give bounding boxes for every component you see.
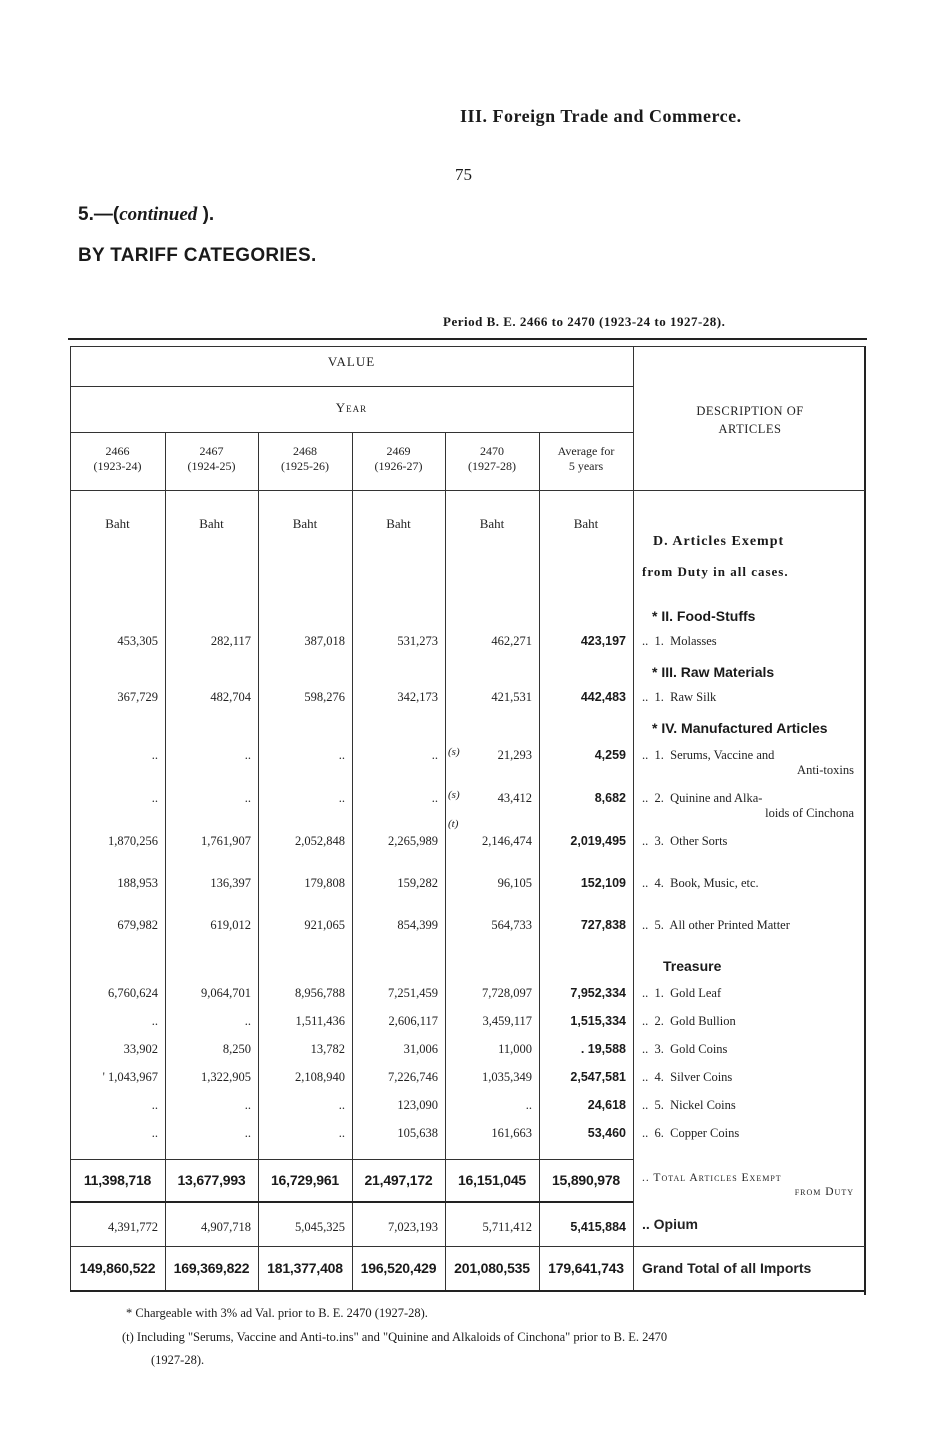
description-header: DESCRIPTION OF ARTICLES <box>696 404 804 436</box>
total-rule-bottom <box>70 1201 633 1203</box>
col-divider-3 <box>352 432 353 1292</box>
table-cell: 2,108,940 <box>295 1070 345 1084</box>
table-cell: 9,064,701 <box>201 986 251 1000</box>
table-cell: 531,273 <box>397 634 438 648</box>
opium-value: 5,711,412 <box>482 1220 532 1234</box>
table-cell: 342,173 <box>397 690 438 704</box>
article-description: .. 3. Gold Coins <box>642 1042 728 1056</box>
table-cell: .. <box>244 1014 251 1028</box>
table-cell: 679,982 <box>117 918 158 932</box>
table-cell: 8,956,788 <box>295 986 345 1000</box>
table-cell: ' 1,043,967 <box>102 1070 158 1084</box>
col-divider-2 <box>258 432 259 1292</box>
table-cell: 2,052,848 <box>295 834 345 848</box>
average-cell: 8,682 <box>594 791 626 805</box>
total-exempt-value: 11,398,718 <box>83 1172 152 1188</box>
article-description: .. 1. Raw Silk <box>642 690 717 704</box>
table-cell: 282,117 <box>210 634 251 648</box>
total-exempt-label: from Duty <box>794 1186 854 1198</box>
article-description: .. 4. Silver Coins <box>642 1070 733 1084</box>
table-border-right <box>864 346 866 1295</box>
table-cell: .. <box>151 748 158 762</box>
period-caption: Period B. E. 2466 to 2470 (1923-24 to 1927-28). <box>443 314 726 329</box>
table-cell: 598,276 <box>304 690 345 704</box>
average-cell: 2,019,495 <box>570 834 626 848</box>
opium-value: 7,023,193 <box>388 1220 438 1234</box>
article-description: loids of Cinchona <box>765 806 854 820</box>
article-description: .. 4. Book, Music, etc. <box>642 876 759 890</box>
table-cell: 2,146,474 <box>482 834 532 848</box>
average-cell: 53,460 <box>587 1126 626 1140</box>
table-cell: 161,663 <box>491 1126 532 1140</box>
total-exempt-value: 16,729,961 <box>270 1172 340 1188</box>
table-cell: 387,018 <box>304 634 345 648</box>
table-cell: .. <box>151 791 158 805</box>
grand-total-value: 201,080,535 <box>454 1260 530 1276</box>
footnote-mark: (s) <box>448 746 460 758</box>
article-description: .. 2. Quinine and Alka- <box>642 791 763 805</box>
average-cell: 2,547,581 <box>570 1070 626 1084</box>
table-cell: 96,105 <box>497 876 532 890</box>
table-cell: .. <box>244 1098 251 1112</box>
table-cell: 367,729 <box>117 690 158 704</box>
average-cell: 4,259 <box>594 748 626 762</box>
average-cell: 423,197 <box>580 634 626 648</box>
table-cell: .. <box>151 1126 158 1140</box>
article-description: .. 2. Gold Bullion <box>642 1014 736 1028</box>
table-cell: .. <box>338 748 345 762</box>
table-cell: 421,531 <box>491 690 532 704</box>
table-cell: 105,638 <box>397 1126 438 1140</box>
opium-value: 4,907,718 <box>201 1220 251 1234</box>
table-cell: 21,293 <box>497 748 532 762</box>
col-divider-4 <box>445 432 446 1292</box>
table-cell: 188,953 <box>117 876 158 890</box>
table-cell: .. <box>151 1014 158 1028</box>
table-cell: .. <box>431 748 438 762</box>
table-cell: .. <box>338 791 345 805</box>
article-description: .. 6. Copper Coins <box>642 1126 740 1140</box>
tariff-table <box>68 338 867 1295</box>
total-rule-top <box>70 1159 633 1160</box>
grand-total-rule <box>70 1246 865 1247</box>
article-description: .. 1. Molasses <box>642 634 717 648</box>
opium-value: 4,391,772 <box>108 1220 158 1234</box>
value-header: VALUE <box>327 354 376 369</box>
table-cell: 3,459,117 <box>482 1014 532 1028</box>
table-cell: 123,090 <box>397 1098 438 1112</box>
table-cell: .. <box>244 1126 251 1140</box>
average-cell: 152,109 <box>580 876 626 890</box>
section-d-heading: D. Articles Exempt <box>653 534 785 549</box>
article-description: Anti-toxins <box>797 763 854 777</box>
category-heading: * IV. Manufactured Articles <box>652 720 828 736</box>
col-divider-5 <box>539 432 540 1292</box>
col-divider-1 <box>165 432 166 1292</box>
total-exempt-value: 13,677,993 <box>177 1172 246 1188</box>
total-exempt-value: 21,497,172 <box>364 1172 433 1188</box>
grand-total-value: 169,369,822 <box>173 1260 250 1276</box>
total-exempt-value: 16,151,045 <box>457 1172 527 1188</box>
grand-total-value: 179,641,743 <box>548 1260 624 1276</box>
table-cell: 33,902 <box>123 1042 158 1056</box>
table-cell: 7,226,746 <box>388 1070 438 1084</box>
unit-label: Baht <box>199 516 224 531</box>
table-cell: 7,728,097 <box>482 986 532 1000</box>
table-cell: 619,012 <box>210 918 251 932</box>
table-cell: 8,250 <box>222 1042 251 1056</box>
table-cell: 1,511,436 <box>295 1014 345 1028</box>
table-cell: 482,704 <box>210 690 251 704</box>
table-cell: .. <box>525 1098 532 1112</box>
average-cell: 24,618 <box>587 1098 626 1112</box>
footnote: (t) Including "Serums, Vaccine and Anti-to.ins" and "Quinine and Alkaloids of Cinchona" prior to B. E. 2470 <box>122 1330 668 1344</box>
total-exempt-value: 15,890,978 <box>551 1172 621 1188</box>
footnote: * Chargeable with 3% ad Val. prior to B. E. 2470 (1927-28). <box>126 1306 428 1320</box>
average-cell: 1,515,334 <box>570 1014 626 1028</box>
unit-label: Baht <box>479 516 505 531</box>
opium-average: 5,415,884 <box>570 1220 626 1234</box>
table-cell: 854,399 <box>397 918 438 932</box>
value-rule <box>70 386 633 387</box>
table-border-left <box>70 346 71 1292</box>
table-cell: 7,251,459 <box>388 986 438 1000</box>
article-description: .. 1. Serums, Vaccine and <box>642 748 775 762</box>
unit-label: Baht <box>105 516 130 531</box>
year-header: Year <box>335 400 368 415</box>
footnote-mark: (s) <box>448 789 460 801</box>
table-cell: .. <box>244 791 251 805</box>
category-heading: * II. Food-Stuffs <box>652 608 756 624</box>
grand-total-value: 181,377,408 <box>267 1260 343 1276</box>
article-description: .. 5. All other Printed Matter <box>642 918 790 932</box>
article-description: .. 3. Other Sorts <box>642 834 728 848</box>
table-cell: .. <box>151 1098 158 1112</box>
page-number: 75 <box>455 165 472 184</box>
table-cell: 462,271 <box>491 634 532 648</box>
col-header-2469: 2469 (1926-27) <box>374 444 423 473</box>
column-header-rule <box>70 490 865 491</box>
table-bottom-rule <box>70 1290 865 1292</box>
grand-total-value: 196,520,429 <box>360 1260 437 1276</box>
col-header-2467: 2467 (1924-25) <box>187 444 236 473</box>
table-cell: 179,808 <box>304 876 345 890</box>
unit-label: Baht <box>386 516 411 531</box>
header-top-rule <box>70 346 865 347</box>
running-head: III. Foreign Trade and Commerce. <box>460 106 742 126</box>
grand-total-value: 149,860,522 <box>79 1260 156 1276</box>
col-header-2466: 2466 (1923-24) <box>93 444 142 473</box>
table-cell: 1,322,905 <box>201 1070 251 1084</box>
opium-value: 5,045,325 <box>295 1220 345 1234</box>
average-cell: 442,483 <box>580 690 626 704</box>
average-cell: 727,838 <box>580 918 626 932</box>
section-title: BY TARIFF CATEGORIES. <box>78 245 317 266</box>
category-heading: Treasure <box>663 958 722 974</box>
footnote-mark: (t) <box>448 818 459 830</box>
desc-column-divider <box>633 346 634 1292</box>
table-cell: 43,412 <box>497 791 532 805</box>
table-cell: 31,006 <box>403 1042 438 1056</box>
table-cell: 1,035,349 <box>482 1070 532 1084</box>
table-cell: .. <box>244 748 251 762</box>
table-cell: 564,733 <box>491 918 532 932</box>
col-header-2470: 2470 (1927-28) <box>468 444 516 473</box>
unit-label: Baht <box>292 516 318 531</box>
table-cell: 6,760,624 <box>108 986 158 1000</box>
unit-label: Baht <box>573 516 599 531</box>
table-cell: 159,282 <box>397 876 438 890</box>
table-cell: 2,606,117 <box>388 1014 438 1028</box>
table-cell: 11,000 <box>498 1042 532 1056</box>
article-description: .. 1. Gold Leaf <box>642 986 722 1000</box>
table-cell: .. <box>338 1126 345 1140</box>
article-description: .. 5. Nickel Coins <box>642 1098 736 1112</box>
table-cell: .. <box>431 791 438 805</box>
average-cell: . 19,588 <box>580 1042 626 1056</box>
grand-total-label: Grand Total of all Imports <box>642 1260 812 1276</box>
total-exempt-label: .. Total Articles Exempt <box>642 1172 782 1184</box>
year-rule <box>70 432 633 433</box>
average-cell: 7,952,334 <box>570 986 626 1000</box>
table-cell: 921,065 <box>304 918 345 932</box>
table-cell: 1,761,907 <box>201 834 251 848</box>
section-d-heading: from Duty in all cases. <box>642 564 789 579</box>
table-cell: 1,870,256 <box>108 834 158 848</box>
opium-label: .. Opium <box>642 1216 698 1232</box>
category-heading: * III. Raw Materials <box>652 664 775 680</box>
table-cell: 13,782 <box>310 1042 345 1056</box>
table-cell: .. <box>338 1098 345 1112</box>
table-cell: 453,305 <box>117 634 158 648</box>
table-cell: 2,265,989 <box>388 834 438 848</box>
table-cell: 136,397 <box>210 876 251 890</box>
col-header-2468: 2468 (1925-26) <box>281 444 329 473</box>
section-continued: 5.—(continued ). <box>78 204 215 225</box>
col-header-average: Average for 5 years <box>557 444 615 473</box>
footnote: (1927-28). <box>151 1353 205 1367</box>
